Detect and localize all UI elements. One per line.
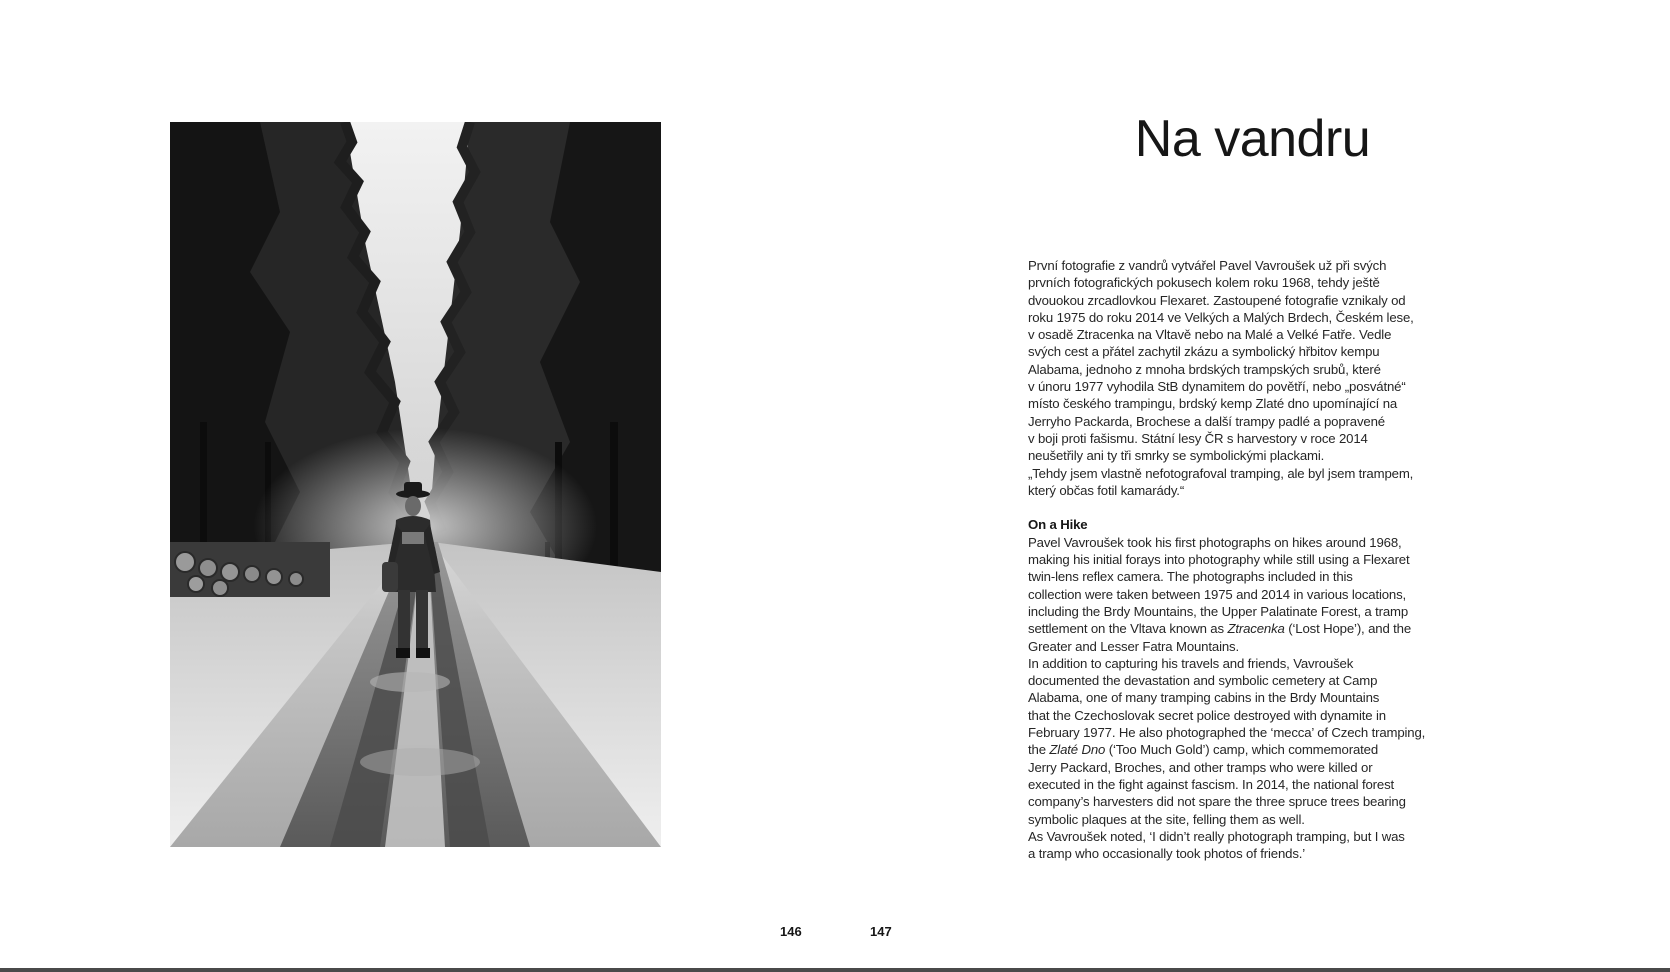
text-line: roku 1975 do roku 2014 ve Velkých a Malých Brdech, Českém lese, [1028, 309, 1414, 325]
text-line: executed in the fight against fascism. In 2014, the national forest [1028, 776, 1395, 792]
text-line: Greater and Lesser Fatra Mountains. [1028, 638, 1239, 654]
text-line: company’s harvesters did not spare the three spruce trees bearing [1028, 794, 1406, 810]
text-line: v osadě Ztracenka na Vltavě nebo na Malé a Velké Fatře. Vedle [1028, 327, 1392, 343]
text-line: settlement on the Vltava known as Ztracenka (‘Lost Hope’), and the [1028, 621, 1412, 637]
bottom-rule [0, 968, 1670, 972]
text-line: including the Brdy Mountains, the Upper Palatinate Forest, a tramp [1028, 603, 1409, 619]
english-section [1028, 516, 1490, 862]
english-subhead: On a Hike [1028, 517, 1088, 533]
text-line: Jerryho Packarda, Brochese a další trampy padlé a popravené [1028, 413, 1385, 429]
text-line: Jerry Packard, Broches, and other tramps who were killed or [1028, 759, 1373, 775]
text-line: As Vavroušek noted, ‘I didn’t really photograph tramping, but I was [1028, 828, 1405, 844]
italic-term: Ztracenka [1227, 621, 1285, 637]
forest-road-photo [170, 122, 661, 847]
page-number-right: 147 [870, 924, 892, 939]
text-line: který občas fotil kamarády.“ [1028, 482, 1185, 498]
czech-section [1028, 257, 1490, 499]
page-number-left: 146 [780, 924, 802, 939]
text-line: In addition to capturing his travels and friends, Vavroušek [1028, 655, 1354, 671]
text-line: making his initial forays into photography while still using a Flexaret [1028, 552, 1410, 568]
text-line: „Tehdy jsem vlastně nefotografoval tramping, ale byl jsem trampem, [1028, 465, 1414, 481]
text-line: twin-lens reflex camera. The photographs included in this [1028, 569, 1353, 585]
text-line: dvouokou zrcadlovkou Flexaret. Zastoupené fotografie vznikaly od [1028, 292, 1406, 308]
text-line: a tramp who occasionally took photos of friends.’ [1028, 846, 1306, 862]
text-line: svých cest a přátel zachytil zkázu a symbolický hřbitov kempu [1028, 344, 1380, 360]
text-line: documented the devastation and symbolic cemetery at Camp [1028, 673, 1378, 689]
body-text [1028, 257, 1490, 862]
log-pile [170, 542, 330, 597]
text-line: místo českého trampingu, brdský kemp Zlaté dno upomínající na [1028, 396, 1398, 412]
text-line: February 1977. He also photographed the ‘mecca’ of Czech tramping, [1028, 725, 1426, 741]
text-line: První fotografie z vandrů vytvářel Pavel Vavroušek už při svých [1028, 258, 1387, 273]
text-line: neušetřily ani ty tři smrky se symbolickými plackami. [1028, 448, 1325, 464]
text-line: Alabama, jednoho z mnoha brdských trampských srubů, které [1028, 361, 1381, 377]
photo-illustration [170, 122, 661, 847]
text-line: v boji proti fašismu. Státní lesy ČR s harvestory v roce 2014 [1028, 430, 1368, 446]
text-line: that the Czechoslovak secret police destroyed with dynamite in [1028, 707, 1386, 723]
text-line: the Zlaté Dno (‘Too Much Gold’) camp, which commemorated [1028, 742, 1379, 758]
italic-term: Zlaté Dno [1049, 742, 1106, 758]
text-line: collection were taken between 1975 and 2014 in various locations, [1028, 586, 1407, 602]
text-line: Pavel Vavroušek took his first photographs on hikes around 1968, [1028, 534, 1402, 550]
text-line: symbolic plaques at the site, felling them as well. [1028, 811, 1305, 827]
text-line: prvních fotografických pokusech kolem roku 1968, tehdy ještě [1028, 275, 1380, 291]
page-title: Na vandru [1134, 110, 1371, 168]
text-line: Alabama, one of many tramping cabins in the Brdy Mountains [1028, 690, 1380, 706]
text-line: v únoru 1977 vyhodila StB dynamitem do povětří, nebo „posvátné“ [1028, 379, 1406, 395]
